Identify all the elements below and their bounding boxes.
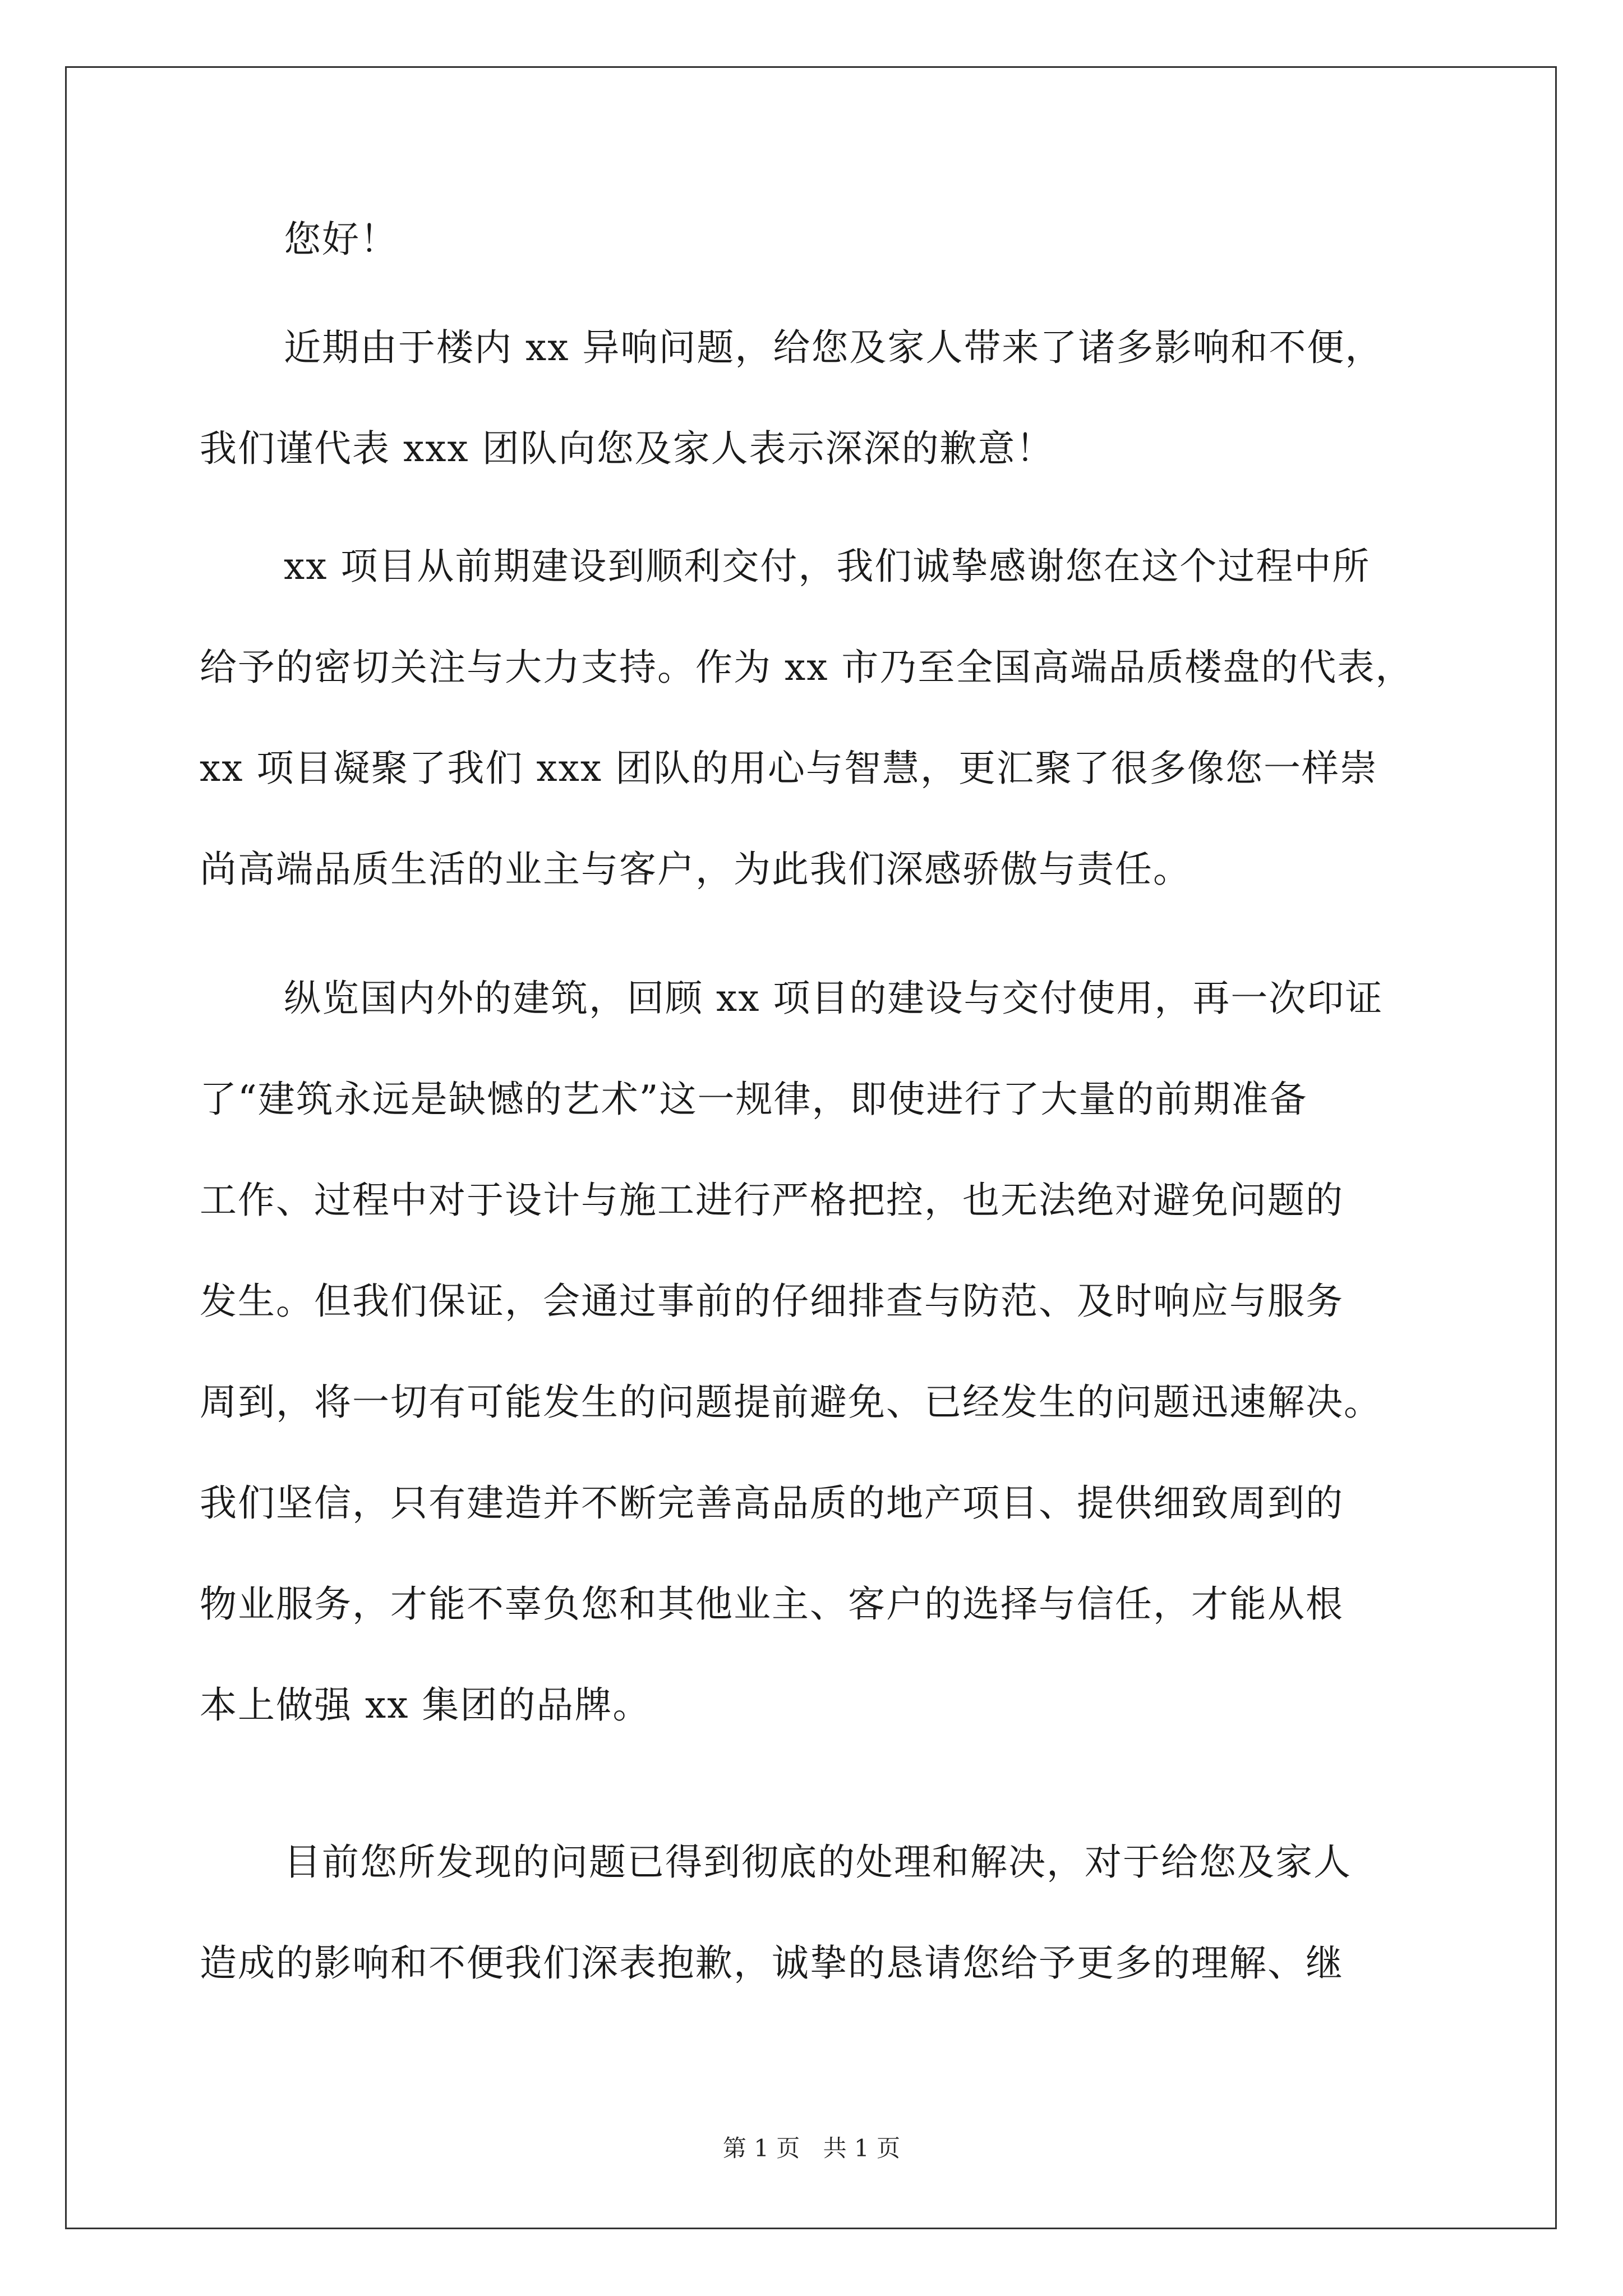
paragraph-line: xx 项目凝聚了我们 xxx 团队的用心与智慧，更汇聚了很多像您一样崇 <box>200 747 1378 790</box>
paragraph-3 <box>200 973 1383 1731</box>
greeting: 您好！ <box>284 218 398 261</box>
page-number: 第 1 页 <box>722 2134 800 2162</box>
paragraph-line: 工作、过程中对于设计与施工进行严格把控，也无法绝对避免问题的 <box>200 1179 1344 1222</box>
paragraph-line: 了“建筑永远是缺憾的艺术”这一规律，即使进行了大量的前期准备 <box>200 1078 1308 1121</box>
paragraph-line: xx 项目从前期建设到顺利交付，我们诚挚感谢您在这个过程中所 <box>284 545 1371 588</box>
paragraph-line: 近期由于楼内 xx 异响问题，给您及家人带来了诸多影响和不便， <box>284 326 1384 369</box>
paragraph-line: 我们坚信，只有建造并不断完善高品质的地产项目、提供细致周到的 <box>200 1481 1344 1525</box>
paragraph-line: 发生。但我们保证，会通过事前的仔细排查与防范、及时响应与服务 <box>200 1280 1344 1323</box>
paragraph-2 <box>200 541 1413 895</box>
paragraph-line: 我们谨代表 xxx 团队向您及家人表示深深的歉意！ <box>200 427 1054 470</box>
paragraph-line: 物业服务，才能不辜负您和其他业主、客户的选择与信任，才能从根 <box>200 1582 1344 1626</box>
paragraph-line: 周到，将一切有可能发生的问题提前避免、已经发生的问题迅速解决。 <box>200 1381 1382 1424</box>
paragraph-line: 造成的影响和不便我们深表抱歉，诚挚的恳请您给予更多的理解、继 <box>200 1941 1344 1985</box>
paragraph-4 <box>200 1837 1352 1989</box>
paragraph-line: 目前您所发现的问题已得到彻底的处理和解决，对于给您及家人 <box>284 1841 1352 1884</box>
paragraph-1 <box>200 323 1383 474</box>
letter-body <box>200 214 1461 1985</box>
paragraph-line: 纵览国内外的建筑，回顾 xx 项目的建设与交付使用，再一次印证 <box>284 977 1384 1020</box>
page-footer <box>0 2134 1623 2162</box>
paragraph-line: 尚高端品质生活的业主与客户，为此我们深感骄傲与责任。 <box>200 848 1191 891</box>
page-total: 共 1 页 <box>823 2134 901 2162</box>
paragraph-line: 给予的密切关注与大力支持。作为 xx 市乃至全国高端品质楼盘的代表， <box>200 646 1414 689</box>
paragraph-line: 本上做强 xx 集团的品牌。 <box>200 1683 651 1727</box>
